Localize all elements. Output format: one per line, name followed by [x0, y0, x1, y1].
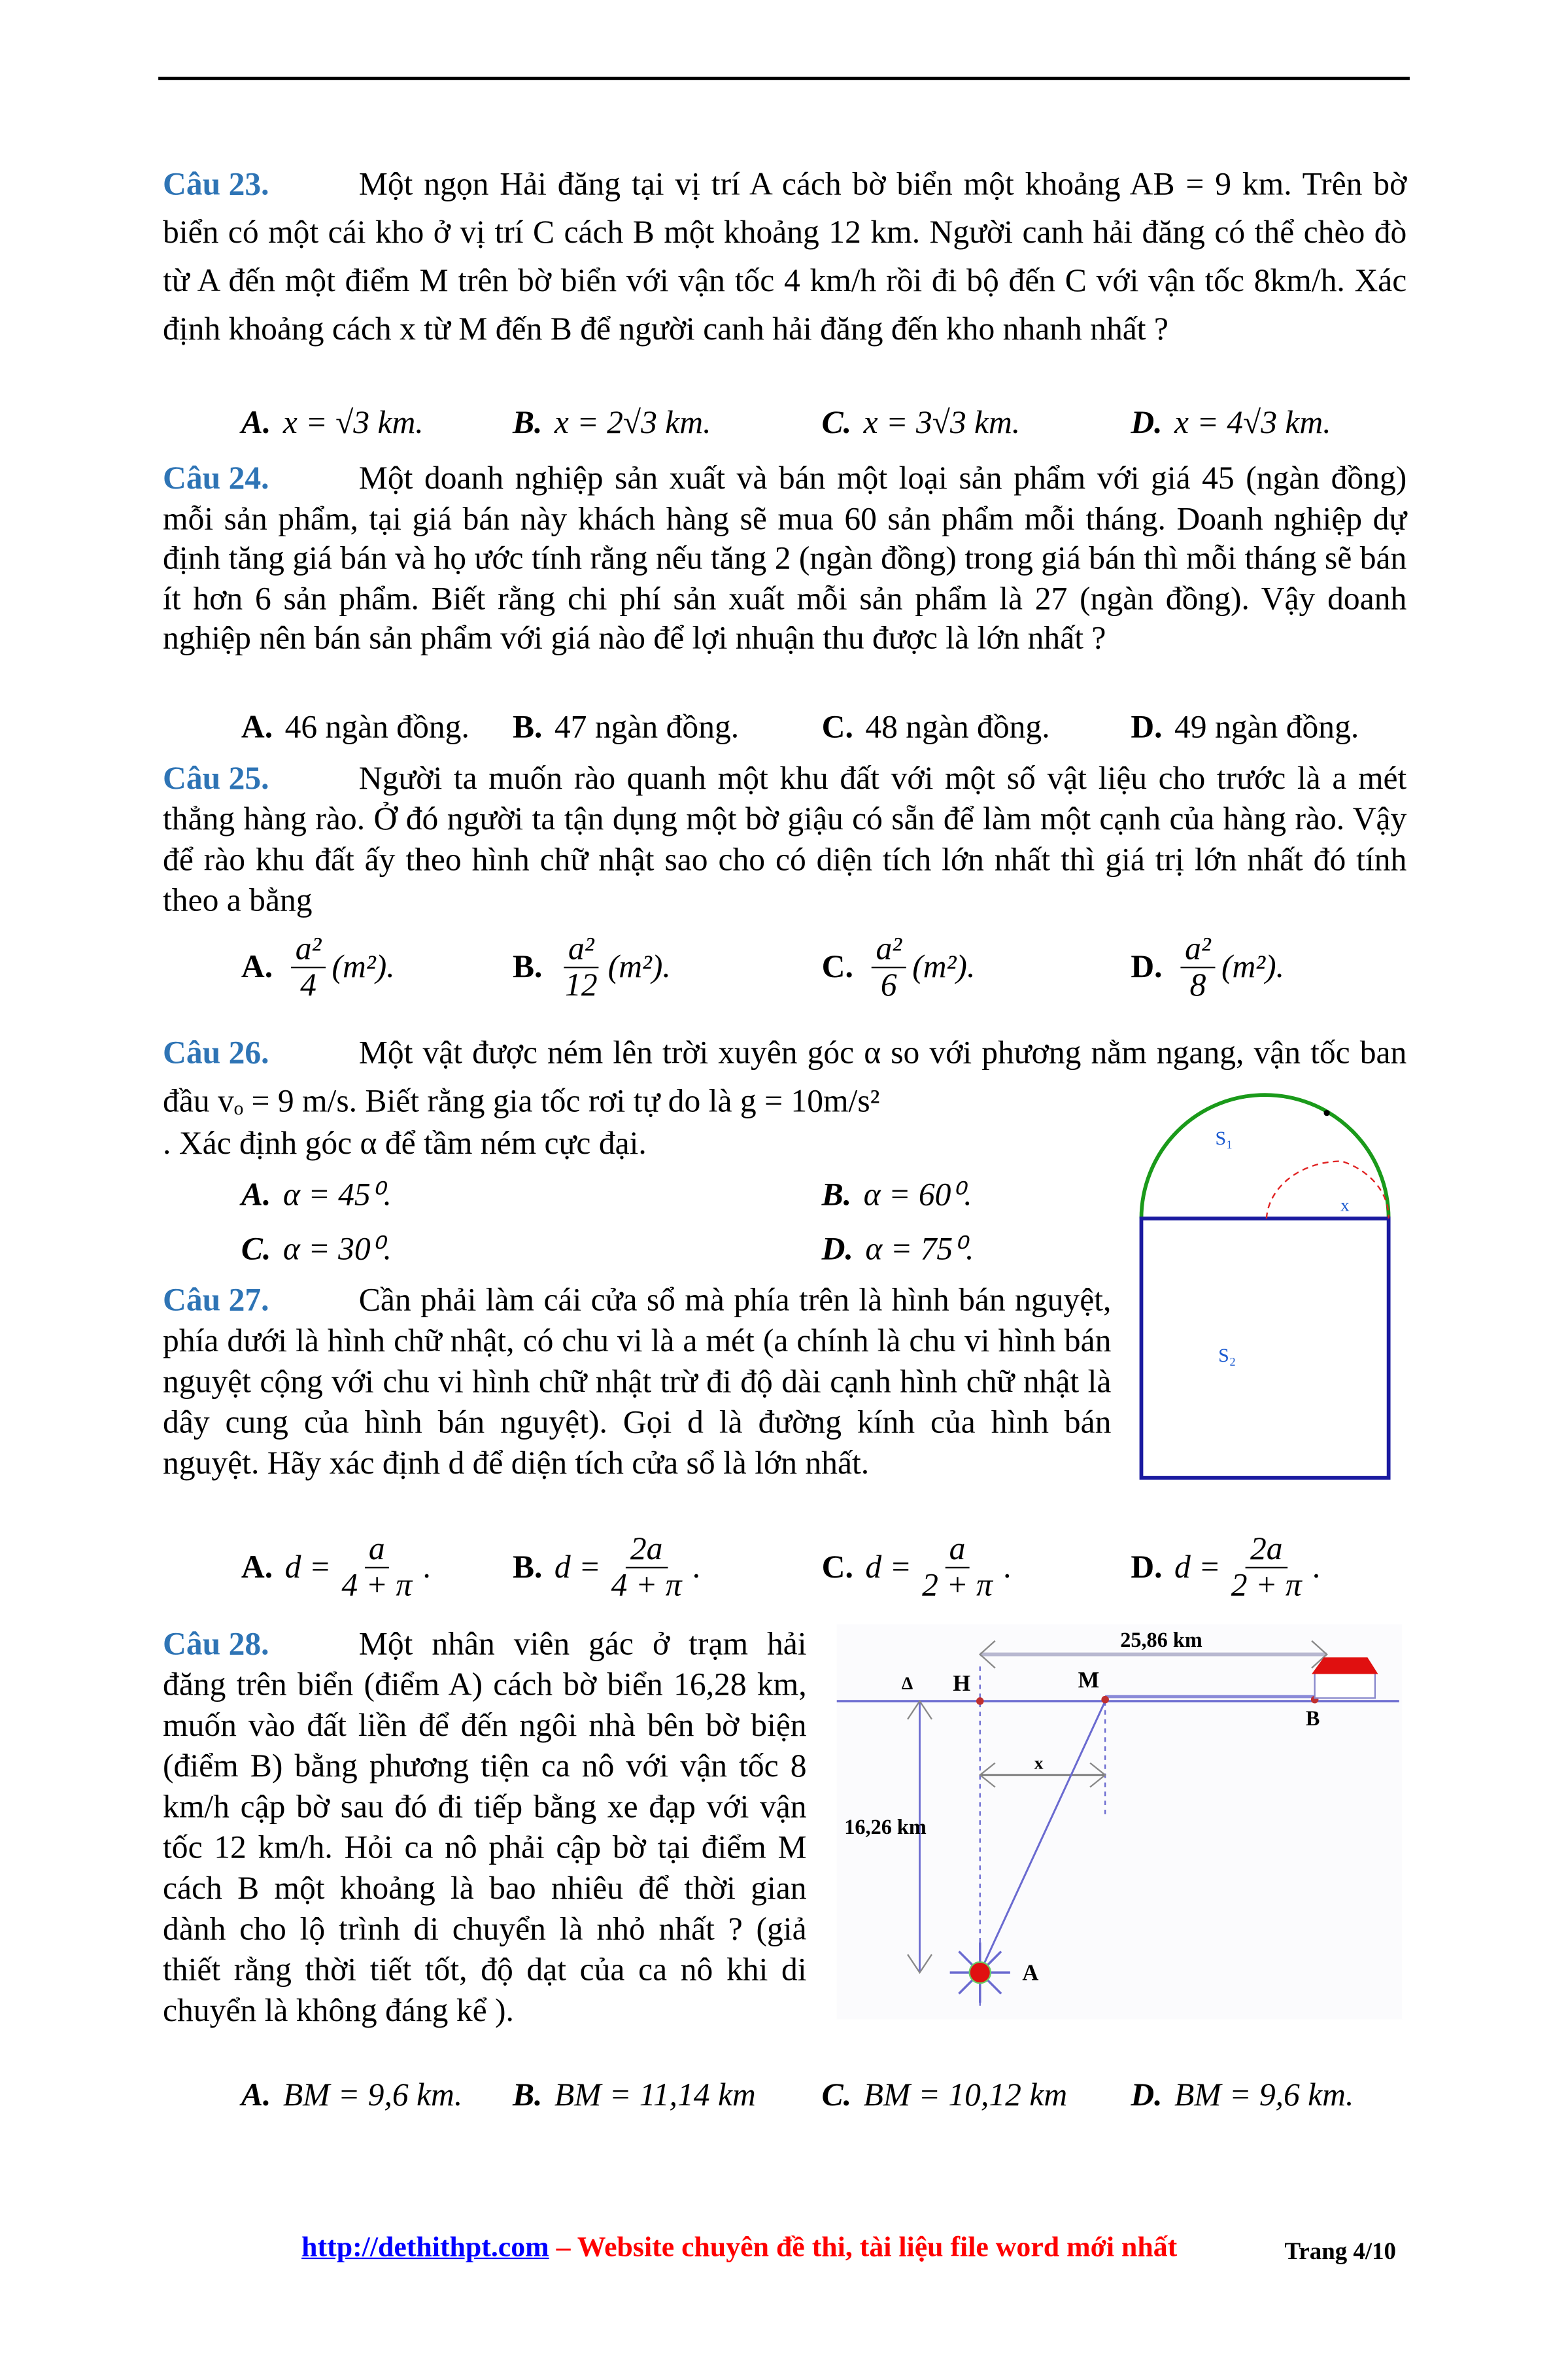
- answer-label: D.: [821, 1230, 853, 1267]
- answer-label: B.: [512, 948, 543, 984]
- answer-unit: (m²).: [1221, 948, 1285, 984]
- answer-b[interactable]: [513, 1532, 700, 1602]
- answer-text: BM = 10,12 km: [863, 2077, 1068, 2113]
- answer-a[interactable]: [241, 932, 395, 1001]
- answer-text: α = 30⁰.: [282, 1230, 392, 1267]
- denominator: 6: [880, 966, 897, 1003]
- answer-label: D.: [1131, 404, 1163, 441]
- answer-c[interactable]: [822, 2077, 1067, 2115]
- question-label: Câu 25.: [163, 760, 269, 797]
- fraction: [1227, 1532, 1306, 1602]
- question-label: Câu 23.: [163, 165, 269, 202]
- denominator: 2 + π: [922, 1566, 993, 1603]
- x-label: x: [1340, 1194, 1350, 1215]
- answer-c[interactable]: [822, 932, 976, 1001]
- numerator: 2a: [626, 1532, 667, 1568]
- denominator: 2 + π: [1231, 1566, 1302, 1603]
- answer-text: BM = 9,6 km.: [282, 2077, 463, 2113]
- m-label: M: [1078, 1668, 1100, 1693]
- answer-c[interactable]: [241, 1231, 392, 1269]
- answer-text: 49 ngàn đồng.: [1174, 708, 1359, 746]
- fraction: [872, 932, 907, 1001]
- question-text: Người ta muốn rào quanh một khu đất với một số vật liệu cho trước là a mét thẳng hàng rào. Ở đó người ta tận dụng một bờ giậu có sẵn để làm một cạnh của hàng rào. Vậy để rào khu đất ấy theo hình chữ nhật sao cho có diện tích lớn nhất thì giá trị lớn nhất đó tính theo a bằng: [163, 760, 1407, 919]
- answer-text: 46 ngàn đồng.: [284, 708, 469, 746]
- answer-label: D.: [1131, 1548, 1163, 1585]
- question-28: [163, 1624, 807, 2031]
- question-text: Cần phải làm cái cửa sổ mà phía trên là hình bán nguyệt, phía dưới là hình chữ nhật, có chu vi là a mét (a chính là chu vi hình bán nguyệt cộng với chu vi hình chữ nhật trừ đi độ dài cạnh hình chữ nhật là dây cung của hình bán nguyệt). Gọi d là đường kính của hình bán nguyệt. Hãy xác định d để diện tích cửa sổ là lớn nhất.: [163, 1281, 1112, 1481]
- denominator: 12: [565, 966, 598, 1003]
- answer-label: A.: [241, 1176, 271, 1213]
- numerator: a²: [291, 932, 326, 967]
- answer-label: D.: [1131, 708, 1163, 746]
- denominator: 4: [300, 966, 316, 1003]
- answer-label: A.: [241, 404, 271, 441]
- answer-period: .: [1312, 1548, 1321, 1585]
- answer-c[interactable]: [822, 709, 1050, 747]
- vertical-distance-label: 16,26 km: [844, 1814, 927, 1838]
- question-27: [163, 1281, 1111, 1484]
- dashed-arc: [1267, 1161, 1389, 1218]
- answer-label: C.: [241, 1230, 271, 1267]
- question-24: [163, 458, 1406, 659]
- answer-label: C.: [821, 404, 852, 441]
- answer-a[interactable]: [241, 404, 424, 442]
- answer-period: .: [422, 1548, 431, 1585]
- footer-link[interactable]: http://dethithpt.com: [301, 2232, 549, 2264]
- answer-text: α = 60⁰.: [863, 1176, 972, 1213]
- x-label: x: [1034, 1752, 1044, 1773]
- answer-d[interactable]: [1131, 2077, 1354, 2115]
- question-text: Một ngọn Hải đăng tại vị trí A cách bờ biển một khoảng AB = 9 km. Trên bờ biển có một cái kho ở vị trí C cách B một khoảng 12 km. Người canh hải đăng có thể chèo đò từ A đến một điểm M trên bờ biển với vận tốc 4 km/h rồi đi bộ đến C với vận tốc 8km/h. Xác định khoảng cách x từ M đến B để người canh hải đăng đến kho nhanh nhất ?: [163, 165, 1407, 347]
- answer-variable: d =: [554, 1548, 601, 1585]
- lighthouse-diagram: [829, 1621, 1410, 2029]
- b-label: B: [1305, 1706, 1320, 1730]
- footer: [301, 2232, 1177, 2266]
- s1-label: S₁: [1215, 1128, 1233, 1150]
- answer-a[interactable]: [241, 2077, 462, 2115]
- semicircle: [1141, 1095, 1388, 1218]
- question-label: Câu 24.: [163, 460, 269, 496]
- denominator: 4 + π: [611, 1566, 682, 1603]
- answer-unit: (m²).: [607, 948, 671, 984]
- numerator: 2a: [1246, 1532, 1287, 1568]
- answer-label: D.: [1131, 948, 1163, 984]
- answer-text: BM = 11,14 km: [554, 2077, 756, 2113]
- fraction: [1180, 932, 1216, 1001]
- answer-text: x = √3 km.: [282, 404, 424, 441]
- fraction: [607, 1532, 687, 1602]
- answer-a[interactable]: [241, 709, 469, 747]
- top-distance-label: 25,86 km: [1120, 1627, 1202, 1651]
- answer-label: B.: [512, 708, 543, 746]
- answer-label: A.: [241, 708, 273, 746]
- answer-b[interactable]: [513, 404, 711, 442]
- fraction: [560, 932, 602, 1001]
- numerator: a: [364, 1532, 390, 1568]
- denominator: 8: [1189, 966, 1206, 1003]
- question-label: Câu 27.: [163, 1281, 269, 1319]
- page-number: Trang 4/10: [1284, 2239, 1397, 2266]
- question-26-continued: [163, 1124, 1128, 1164]
- answer-label: A.: [241, 2077, 271, 2113]
- denominator: 4 + π: [341, 1566, 413, 1603]
- numerator: a²: [1180, 932, 1216, 967]
- answer-unit: (m²).: [332, 948, 395, 984]
- answer-text: x = 2√3 km.: [554, 404, 711, 441]
- question-25: [163, 759, 1406, 922]
- answer-text: α = 45⁰.: [282, 1176, 392, 1213]
- answer-label: A.: [241, 1548, 273, 1585]
- a-label: A: [1022, 1960, 1039, 1986]
- answer-d[interactable]: [1131, 932, 1284, 1001]
- fraction: [917, 1532, 997, 1602]
- window-diagram: [1123, 1079, 1410, 1493]
- answer-c[interactable]: [822, 1532, 1012, 1602]
- answer-label: C.: [821, 708, 853, 746]
- question-label: Câu 26.: [163, 1034, 269, 1071]
- question-text: Một nhân viên gác ở trạm hải đăng trên biển (điểm A) cách bờ biển 16,28 km, muốn vào đất liền để đến ngôi nhà bên bờ biện (điểm B) bằng phương tiện ca nô với vận tốc 8 km/h cập bờ sau đó đi tiếp bằng xe đạp với vận tốc 12 km/h. Hỏi ca nô phải cập bờ tại điểm M cách B một khoảng là bao nhiêu để thời gian dành cho lộ trình di chuyển là nhỏ nhất ? (giả thiết rằng thời tiết tốt, độ dạt của ca nô khi di chuyển là không đáng kể ).: [163, 1625, 807, 2029]
- header-rule: [158, 77, 1410, 79]
- h-label: H: [953, 1670, 971, 1696]
- answer-text: x = 3√3 km.: [863, 404, 1021, 441]
- question-text: Một doanh nghiệp sản xuất và bán một loại sản phẩm với giá 45 (ngàn đồng) mỗi sản phẩm, tại giá bán này khách hàng sẽ mua 60 sản phẩm mỗi tháng. Doanh nghiệp dự định tăng giá bán và họ ước tính rằng nếu tăng 2 (ngàn đồng) trong giá bán thì mỗi tháng sẽ bán ít hơn 6 sản phẩm. Biết rằng chi phí sản xuất mỗi sản phẩm là 27 (ngàn đồng). Vậy doanh nghiệp nên bán sản phẩm với giá nào để lợi nhuận thu được là lớn nhất ?: [163, 460, 1407, 657]
- fraction: [291, 932, 326, 1001]
- answer-label: A.: [241, 948, 273, 984]
- answer-text: 48 ngàn đồng.: [865, 708, 1050, 746]
- lighthouse-icon: [950, 1942, 1010, 2003]
- answer-text: BM = 9,6 km.: [1174, 2077, 1354, 2113]
- answer-d[interactable]: [1131, 1532, 1320, 1602]
- answer-variable: d =: [1174, 1548, 1221, 1585]
- rectangle: [1141, 1218, 1388, 1478]
- answer-label: B.: [512, 2077, 543, 2113]
- s2-label: S₂: [1218, 1345, 1236, 1367]
- footer-tagline: – Website chuyên đề thi, tài liệu file word mới nhất: [549, 2232, 1178, 2264]
- answer-period: .: [692, 1548, 701, 1585]
- fraction: [337, 1532, 417, 1602]
- answer-label: B.: [512, 404, 543, 441]
- answer-b[interactable]: [822, 1177, 972, 1215]
- answer-text: x = 4√3 km.: [1174, 404, 1331, 441]
- answer-c[interactable]: [822, 404, 1021, 442]
- answer-d[interactable]: [1131, 404, 1331, 442]
- question-text: . Xác định góc α để tầm ném cực đại.: [163, 1125, 647, 1162]
- answer-label: B.: [512, 1548, 543, 1585]
- answer-d[interactable]: [822, 1231, 974, 1269]
- numerator: a²: [564, 932, 599, 967]
- answer-unit: (m²).: [912, 948, 976, 984]
- answer-text: α = 75⁰.: [865, 1230, 974, 1267]
- answer-d[interactable]: [1131, 709, 1359, 747]
- answer-period: .: [1003, 1548, 1012, 1585]
- question-text: Một vật được ném lên trời xuyên góc α so với phương nằm ngang, vận tốc ban đầu vₒ = 9 m/s. Biết rằng gia tốc rơi tự do là g = 10m/s²: [163, 1034, 1407, 1119]
- delta-label: Δ: [901, 1672, 913, 1693]
- answer-b[interactable]: [513, 2077, 756, 2115]
- answer-text: 47 ngàn đồng.: [554, 708, 740, 746]
- answer-a[interactable]: [241, 1532, 431, 1602]
- numerator: a: [945, 1532, 970, 1568]
- answer-label: B.: [821, 1176, 852, 1213]
- answer-variable: d =: [865, 1548, 912, 1585]
- answer-variable: d =: [284, 1548, 332, 1585]
- question-label: Câu 28.: [163, 1625, 269, 1662]
- question-23: [163, 160, 1406, 353]
- numerator: a²: [872, 932, 907, 967]
- point-h: [976, 1697, 984, 1705]
- answer-label: C.: [821, 1548, 853, 1585]
- point: [1323, 1110, 1329, 1116]
- house-icon: [1312, 1657, 1378, 1698]
- answer-label: C.: [821, 948, 853, 984]
- answer-label: C.: [821, 2077, 852, 2113]
- point-m: [1101, 1696, 1109, 1704]
- answer-label: D.: [1131, 2077, 1163, 2113]
- answer-b[interactable]: [513, 932, 671, 1001]
- answer-b[interactable]: [513, 709, 739, 747]
- answer-a[interactable]: [241, 1177, 392, 1215]
